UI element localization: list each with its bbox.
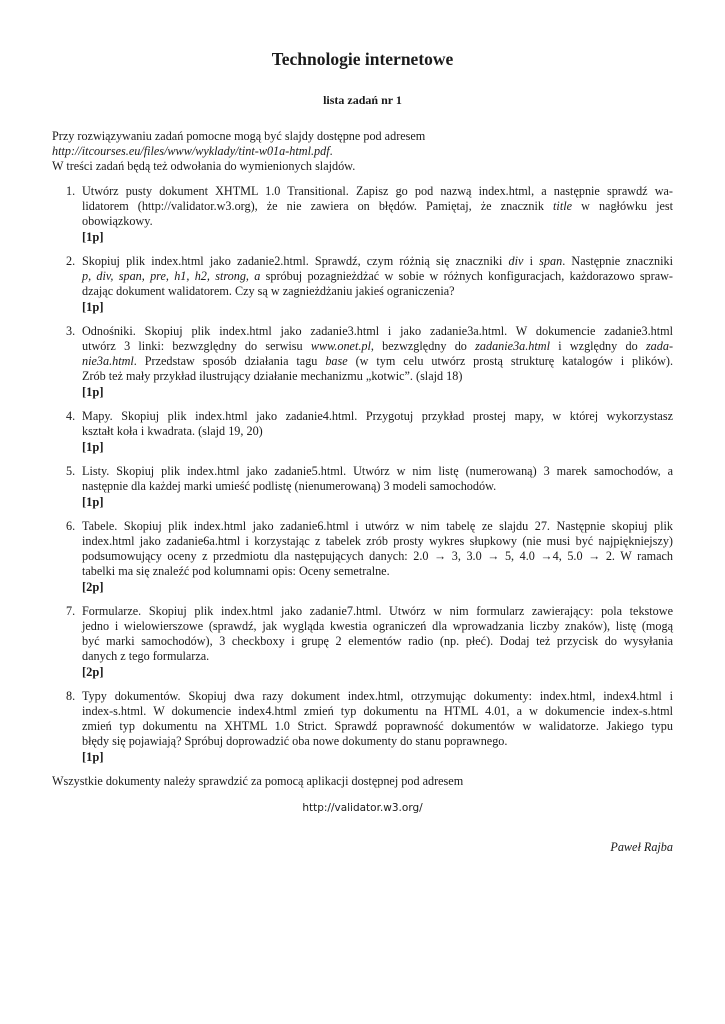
- task-line: obowiązkowy.: [82, 214, 153, 228]
- task-number: 1.: [66, 184, 76, 198]
- task-item: [52, 254, 673, 315]
- task-line: Mapy. Skopiuj plik index.html jako zadanie4.html. Przygotuj przykład prostej mapy, w której wykorzystasz: [82, 409, 673, 423]
- task-number: 2.: [66, 254, 76, 268]
- task-line: utwórz 3 linki: bezwzględny do serwisu www.onet.pl, bezwzględny do zadanie3a.html i względny do zada-: [82, 339, 674, 353]
- task-number: 7.: [66, 604, 76, 618]
- task-points: [2p]: [82, 580, 104, 594]
- validator-link[interactable]: http://validator.w3.org/: [302, 802, 423, 814]
- task-line: kształt koła i kwadrata. (slajd 19, 20): [82, 424, 263, 438]
- task-points: [1p]: [82, 440, 104, 454]
- task-line: nie3a.html. Przedstaw sposób działania tagu base (w tym celu utwórz prostą strukturę katalogów i plików).: [82, 354, 674, 368]
- task-line: dzając dokument walidatorem. Czy są w zagnieżdżaniu jakieś ograniczenia?: [82, 284, 455, 298]
- task-number: 3.: [66, 324, 76, 338]
- footer-text: Wszystkie dokumenty należy sprawdzić za pomocą aplikacji dostępnej pod adresem: [52, 774, 464, 788]
- task-line: zmień typ dokumentu na XHTML 1.0 Strict. Sprawdź poprawność dokumentów w walidatorze. Jakiego typu: [82, 719, 673, 733]
- task-points: [1p]: [82, 230, 104, 244]
- page-title: Technologie internetowe: [271, 49, 454, 69]
- task-number: 8.: [66, 689, 76, 703]
- task-points: [1p]: [82, 495, 104, 509]
- task-line: Zrób też mały przykład ilustrujący działanie mechanizmu „kotwic”. (slajd 18): [82, 369, 463, 383]
- page-subtitle: lista zadań nr 1: [323, 93, 402, 107]
- task-line: być marki samochodów), 3 checkboxy i grupę 2 elementów radio (np. płeć). Dodaj też przycisk do wysyłania: [82, 634, 673, 648]
- slides-link[interactable]: http://itcourses.eu/files/www/wyklady/tint-w01a-html.pdf: [52, 144, 330, 158]
- intro-paragraph: [52, 129, 673, 174]
- task-item: [52, 689, 673, 765]
- task-line: Formularze. Skopiuj plik index.html jako zadanie7.html. Utwórz w nim formularz zawierający: pola tekstowe: [82, 604, 673, 618]
- task-item: [52, 519, 673, 595]
- task-line: podsumowujący oceny z przedmiotu dla następujących danych: 2.0 → 3, 3.0 → 5, 4.0 →4, 5.0 → 2. W ramach: [82, 549, 673, 563]
- task-item: [52, 464, 673, 510]
- task-points: [2p]: [82, 665, 104, 679]
- task-line: p, div, span, pre, h1, h2, strong, a spróbuj pozagnieżdżać w sobie w różnych konfiguracjach, każdorazowo spraw-: [82, 269, 673, 283]
- task-line: Tabele. Skopiuj plik index.html jako zadanie6.html i utwórz w nim tabelę ze slajdu 27. Następnie skopiuj plik: [82, 519, 673, 533]
- task-item: [52, 184, 673, 245]
- task-line: Odnośniki. Skopiuj plik index.html jako zadanie3.html i jako zadanie3a.html. W dokumencie zadanie3.html: [82, 324, 673, 338]
- task-number: 6.: [66, 519, 76, 533]
- author-name: Paweł Rajba: [610, 840, 673, 854]
- task-line: index-s.html. W dokumencie index4.html zmień typ dokumentu na HTML 4.01, a w dokumencie index-s.html: [82, 704, 673, 718]
- task-number: 5.: [66, 464, 76, 478]
- task-line: błędy się pojawiają? Spróbuj doprowadzić oba nowe dokumenty do stanu poprawnego.: [82, 734, 508, 748]
- task-line: index.html jako zadanie6a.html i korzystając z tabelek zrób prosty wykres słupkowy (nie musi być najpiękniejszy): [82, 534, 673, 548]
- task-line: lidatorem (http://validator.w3.org), że nie zawiera on błędów. Pamiętaj, że znacznik title w nagłówku jest: [82, 199, 674, 213]
- intro-link-line: http://itcourses.eu/files/www/wyklady/tint-w01a-html.pdf.: [52, 144, 333, 158]
- task-item: [52, 604, 673, 680]
- task-points: [1p]: [82, 750, 104, 764]
- task-line: Utwórz pusty dokument XHTML 1.0 Transitional. Zapisz go pod nazwą index.html, a następnie sprawdź wa-: [82, 184, 673, 198]
- document-page: [52, 48, 673, 855]
- task-points: [1p]: [82, 385, 104, 399]
- task-points: [1p]: [82, 300, 104, 314]
- intro-line: W treści zadań będą też odwołania do wymienionych slajdów.: [52, 159, 356, 173]
- task-line: tabelki ma się znaleźć pod kolumnami opis: Oceny semetralne.: [82, 564, 390, 578]
- intro-line: Przy rozwiązywaniu zadań pomocne mogą być slajdy dostępne pod adresem: [52, 129, 426, 143]
- task-line: Typy dokumentów. Skopiuj dwa razy dokument index.html, otrzymując dokumenty: index.html, index4.html i: [82, 689, 673, 703]
- task-item: [52, 324, 673, 400]
- task-line: Listy. Skopiuj plik index.html jako zadanie5.html. Utwórz w nim listę (numerowaną) 3 marek samochodów, a: [82, 464, 673, 478]
- task-line: danych z tego formularza.: [82, 649, 210, 663]
- task-line: następnie dla każdej marki umieść podlistę (nienumerowaną) 3 modeli samochodów.: [82, 479, 497, 493]
- task-item: [52, 409, 673, 455]
- task-line: Skopiuj plik index.html jako zadanie2.html. Sprawdź, czym różnią się znaczniki div i span. Następnie znaczniki: [82, 254, 673, 268]
- task-line: jedno i wielowierszowe (sprawdź, jak wygląda kwestia ograniczeń dla wprowadzania liczby znaków), listę (mogą: [82, 619, 673, 633]
- task-list: [52, 184, 673, 765]
- task-number: 4.: [66, 409, 76, 423]
